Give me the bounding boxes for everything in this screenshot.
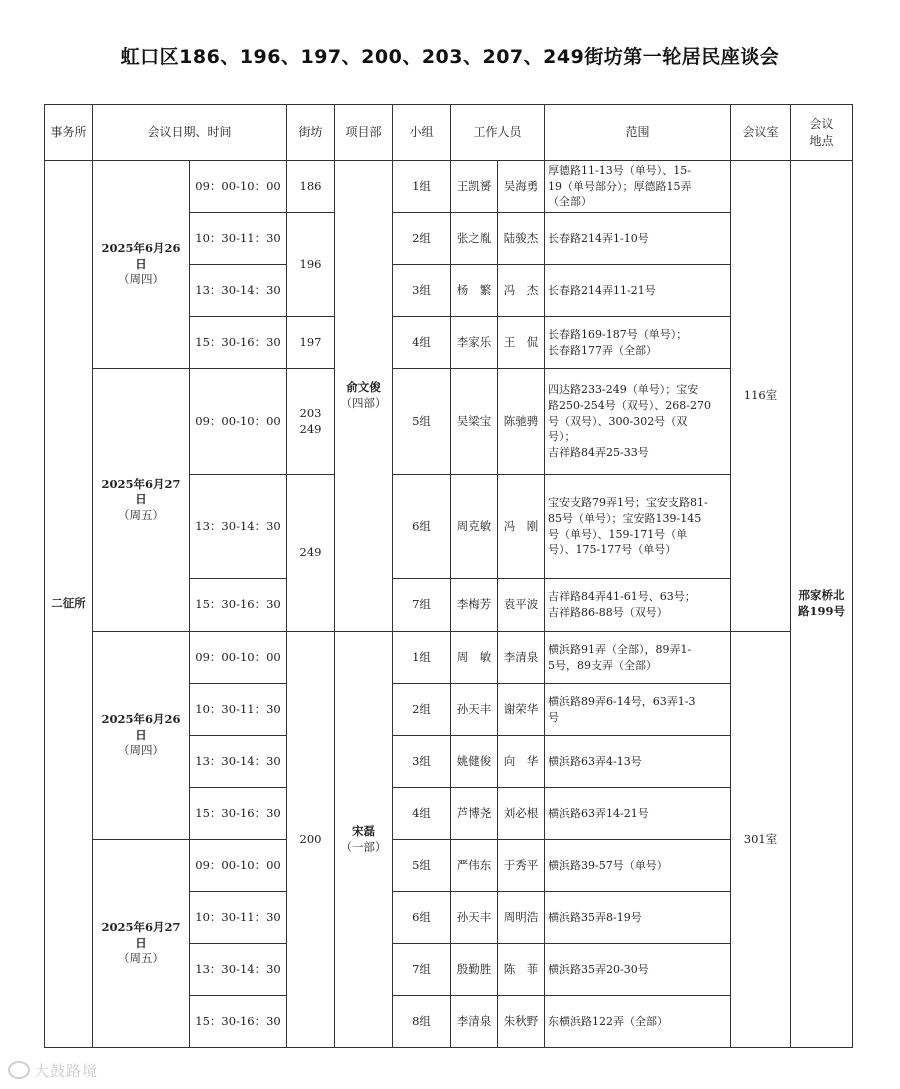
block-cell: 196 — [287, 213, 335, 317]
group-cell: 6组 — [393, 475, 451, 579]
header-room: 会议室 — [731, 105, 791, 161]
time-cell: 09：00-10：00 — [190, 369, 287, 475]
range-line: 19（单号部分）；厚德路15弄 — [548, 179, 692, 193]
range-cell — [545, 579, 731, 632]
staff-cell: 朱秋野 — [498, 996, 545, 1048]
dept-name: 宋磊 — [352, 823, 376, 838]
block-cell: 249 — [287, 475, 335, 632]
staff-cell: 向 华 — [498, 736, 545, 788]
range-line: 吉祥路86-88号（双号） — [548, 606, 668, 619]
time-cell: 09：00-10：00 — [190, 632, 287, 684]
range-line: 5号，89支弄（全部） — [548, 658, 658, 672]
watermark-logo-icon — [8, 1061, 30, 1079]
staff-cell: 李清泉 — [451, 996, 498, 1048]
range-line: 长春路214弄11-21号 — [548, 283, 656, 297]
group-cell: 3组 — [393, 265, 451, 317]
range-line: 横浜路89弄6-14号，63弄1-3 — [548, 694, 696, 708]
staff-cell: 冯 刚 — [498, 475, 545, 579]
range-line: 横浜路63弄14-21号 — [548, 806, 649, 820]
weekday-text: （周四） — [118, 743, 164, 758]
time-cell: 13：30-14：30 — [190, 736, 287, 788]
header-dept: 项目部 — [335, 105, 393, 161]
room-cell: 301室 — [731, 632, 791, 1048]
staff-cell: 冯 杰 — [498, 265, 545, 317]
staff-cell: 孙天丰 — [451, 892, 498, 944]
header-datetime: 会议日期、时间 — [93, 105, 287, 161]
date-text: 2025年6月26日 — [101, 241, 181, 271]
range-line: 横浜路35弄20-30号 — [548, 962, 649, 976]
staff-cell: 周明浩 — [498, 892, 545, 944]
group-cell: 2组 — [393, 684, 451, 736]
date-cell — [93, 632, 190, 840]
range-cell — [545, 213, 731, 265]
dept-cell — [335, 632, 393, 1048]
page-title: 虹口区186、196、197、200、203、207、249街坊第一轮居民座谈会 — [120, 46, 780, 68]
staff-cell: 吴海勇 — [498, 161, 545, 213]
range-cell — [545, 840, 731, 892]
table-row — [45, 161, 853, 213]
time-cell: 09：00-10：00 — [190, 840, 287, 892]
range-line: 长春路177弄（全部） — [548, 343, 658, 357]
range-cell — [545, 317, 731, 369]
range-line: 横浜路39-57号（单号） — [548, 858, 668, 872]
range-line: （全部） — [548, 195, 593, 209]
range-cell — [545, 369, 731, 475]
time-cell: 10：30-11：30 — [190, 892, 287, 944]
group-cell: 5组 — [393, 369, 451, 475]
time-cell: 09：00-10：00 — [190, 161, 287, 213]
table-row — [45, 632, 853, 684]
range-cell — [545, 265, 731, 317]
header-location-line: 地点 — [809, 133, 834, 148]
date-text: 2025年6月27日 — [101, 920, 181, 950]
time-cell: 15：30-16：30 — [190, 996, 287, 1048]
time-cell: 15：30-16：30 — [190, 788, 287, 840]
date-cell — [93, 161, 190, 369]
staff-cell: 芦博尧 — [451, 788, 498, 840]
staff-cell: 陈驰骋 — [498, 369, 545, 475]
time-cell: 10：30-11：30 — [190, 684, 287, 736]
range-cell — [545, 996, 731, 1048]
range-cell — [545, 736, 731, 788]
staff-cell: 陆骏杰 — [498, 213, 545, 265]
range-line: 号）； — [548, 430, 576, 444]
date-cell — [93, 369, 190, 632]
group-cell: 6组 — [393, 892, 451, 944]
range-line: 横浜路35弄8-19号 — [548, 910, 642, 924]
staff-cell: 谢荣华 — [498, 684, 545, 736]
range-line: 号（双号）、300-302号（双 — [548, 414, 688, 428]
header-group: 小组 — [393, 105, 451, 161]
time-cell: 15：30-16：30 — [190, 579, 287, 632]
range-line: 85号（单号）；宝安路139-145 — [548, 511, 702, 525]
dept-name: 俞文俊 — [346, 380, 381, 395]
staff-cell: 严伟东 — [451, 840, 498, 892]
time-cell: 10：30-11：30 — [190, 213, 287, 265]
staff-cell: 于秀平 — [498, 840, 545, 892]
meeting-schedule-table — [44, 104, 853, 1048]
staff-cell: 周 敏 — [451, 632, 498, 684]
staff-cell: 袁平波 — [498, 579, 545, 632]
weekday-text: （周四） — [118, 272, 164, 287]
group-cell: 5组 — [393, 840, 451, 892]
block-line: 203 — [299, 405, 322, 420]
range-line: 长春路214弄1-10号 — [548, 231, 649, 245]
staff-cell: 张之胤 — [451, 213, 498, 265]
range-cell — [545, 632, 731, 684]
staff-cell: 姚健俊 — [451, 736, 498, 788]
time-cell: 13：30-14：30 — [190, 265, 287, 317]
header-block: 街坊 — [287, 105, 335, 161]
header-office: 事务所 — [45, 105, 93, 161]
range-line: 横浜路63弄4-13号 — [548, 754, 642, 768]
range-cell — [545, 684, 731, 736]
range-line: 长春路169-187号（单号）； — [548, 327, 688, 341]
date-text: 2025年6月26日 — [101, 712, 181, 742]
header-staff: 工作人员 — [451, 105, 545, 161]
range-line: 东横浜路122弄（全部） — [548, 1014, 669, 1028]
range-cell — [545, 892, 731, 944]
group-cell: 1组 — [393, 632, 451, 684]
staff-cell: 刘必根 — [498, 788, 545, 840]
group-cell: 8组 — [393, 996, 451, 1048]
header-row — [45, 105, 853, 161]
range-line: 号（单号）、159-171号（单 — [548, 527, 688, 541]
time-cell: 15：30-16：30 — [190, 317, 287, 369]
header-location-line: 会议 — [809, 117, 834, 132]
time-cell: 13：30-14：30 — [190, 475, 287, 579]
range-cell — [545, 161, 731, 213]
block-cell: 197 — [287, 317, 335, 369]
group-cell: 4组 — [393, 317, 451, 369]
staff-cell: 王 侃 — [498, 317, 545, 369]
group-cell: 7组 — [393, 579, 451, 632]
staff-cell: 殷勤胜 — [451, 944, 498, 996]
staff-cell: 王凯赟 — [451, 161, 498, 213]
range-cell — [545, 475, 731, 579]
range-cell — [545, 944, 731, 996]
header-location — [791, 105, 853, 161]
staff-cell: 周克敏 — [451, 475, 498, 579]
staff-cell: 李家乐 — [451, 317, 498, 369]
range-line: 四达路233-249（单号）；宝安 — [548, 383, 699, 397]
header-range: 范围 — [545, 105, 731, 161]
block-cell — [287, 369, 335, 475]
group-cell: 2组 — [393, 213, 451, 265]
office-cell: 二征所 — [45, 161, 93, 1048]
staff-cell: 李梅芳 — [451, 579, 498, 632]
staff-cell: 孙天丰 — [451, 684, 498, 736]
staff-cell: 吴梁宝 — [451, 369, 498, 475]
watermark-text: 大鼓路境 — [34, 1062, 99, 1080]
range-line: 宝安支路79弄1号；宝安支路81- — [548, 496, 708, 510]
group-cell: 1组 — [393, 161, 451, 213]
staff-cell: 李清泉 — [498, 632, 545, 684]
range-line: 横浜路91弄（全部），89弄1- — [548, 642, 692, 656]
weekday-text: （周五） — [118, 507, 164, 522]
group-cell: 3组 — [393, 736, 451, 788]
range-cell — [545, 788, 731, 840]
weekday-text: （周五） — [118, 951, 164, 966]
location-cell: 邢家桥北路199号 — [791, 161, 853, 1048]
range-line: 号）、175-177号（单号） — [548, 543, 677, 557]
dept-sub: （一部） — [340, 839, 387, 854]
range-line: 吉祥路84弄41-61号、63号； — [548, 590, 696, 604]
dept-sub: （四部） — [340, 396, 387, 410]
range-line: 路250-254号（双号）、268-270 — [548, 399, 711, 413]
staff-cell: 陈 菲 — [498, 944, 545, 996]
time-cell: 13：30-14：30 — [190, 944, 287, 996]
range-line: 号 — [548, 710, 560, 724]
range-line: 吉祥路84弄25-33号 — [548, 445, 649, 459]
date-cell — [93, 840, 190, 1048]
room-cell: 116室 — [731, 161, 791, 632]
group-cell: 4组 — [393, 788, 451, 840]
group-cell: 7组 — [393, 944, 451, 996]
block-cell: 200 — [287, 632, 335, 1048]
block-cell: 186 — [287, 161, 335, 213]
watermark — [8, 1060, 98, 1081]
block-line: 249 — [299, 421, 322, 436]
range-line: 厚德路11-13号（单号）、15- — [548, 164, 691, 178]
dept-cell — [335, 161, 393, 632]
date-text: 2025年6月27日 — [101, 476, 181, 507]
staff-cell: 杨 繁 — [451, 265, 498, 317]
